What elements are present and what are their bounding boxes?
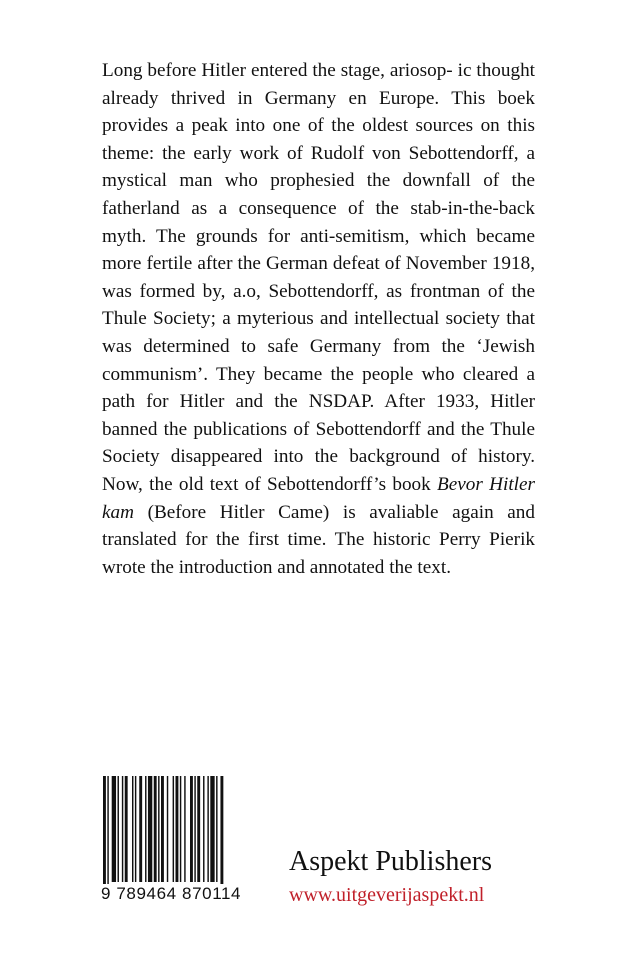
barcode-bar <box>122 776 123 882</box>
barcode-bar <box>125 776 128 882</box>
blurb-paragraph <box>102 57 535 581</box>
blurb-text-part1: Long before Hitler entered the stage, ariosop- ic thought already thrived in Germany en Europe. This boek provides a peak into one of the oldest sources on this theme: the early work of Rudolf von Sebottendorff, a mystical man who prophesied the downfall of the fatherland as a consequence of the stab-in-the-back myth. The grounds for anti-semitism, which became more fertile after the German defeat of November 1918, was formed by, a.o, Sebottendorff, as frontman of the Thule Society; a myterious and intellectual society that was determined to safe Germany from the ‘Jewish communism’. They became the people who cleared a path for Hitler and the NSDAP. After 1933, Hitler banned the publications of Sebottendorff and the Thule Society disappeared into the background of history. Now, the old text of Sebottendorff’s book <box>102 60 535 495</box>
barcode-bar <box>194 776 195 882</box>
barcode-bar <box>184 776 185 882</box>
barcode-bar <box>173 776 174 882</box>
barcode-bar <box>216 776 217 882</box>
barcode-bar <box>112 776 116 882</box>
barcode-bar <box>118 776 119 882</box>
barcode-bar <box>161 776 164 882</box>
barcode-bar <box>148 776 152 882</box>
barcode-bar <box>107 776 108 894</box>
publisher-name: Aspekt Publishers <box>289 846 492 877</box>
barcode-bars <box>101 776 261 894</box>
blurb-text-part2: (Before Hitler Came) is avaliable again and translated for the first time. The historic Perry Pierik wrote the introduction and annotated the text. <box>102 501 535 578</box>
barcode-bar <box>154 776 157 882</box>
barcode-bar <box>210 776 214 882</box>
barcode-bar <box>103 776 106 894</box>
barcode-bar <box>135 776 136 882</box>
back-cover-blurb <box>102 57 535 581</box>
barcode-bar <box>190 776 193 882</box>
barcode-bar <box>158 776 159 882</box>
barcode-bar <box>145 776 146 882</box>
barcode-bar <box>139 776 142 882</box>
publisher-url[interactable]: www.uitgeverijaspekt.nl <box>289 884 485 906</box>
barcode-bar <box>180 776 181 882</box>
barcode-bar <box>203 776 204 882</box>
book-title: Bevor Hitler kam <box>102 473 535 523</box>
barcode-bar <box>176 776 179 882</box>
barcode-bar <box>207 776 208 882</box>
barcode-bar <box>132 776 133 882</box>
barcode-bar <box>197 776 200 882</box>
barcode-bar <box>220 776 223 894</box>
barcode-bar <box>167 776 168 882</box>
isbn-number: 9 789464 870114 <box>101 884 265 904</box>
